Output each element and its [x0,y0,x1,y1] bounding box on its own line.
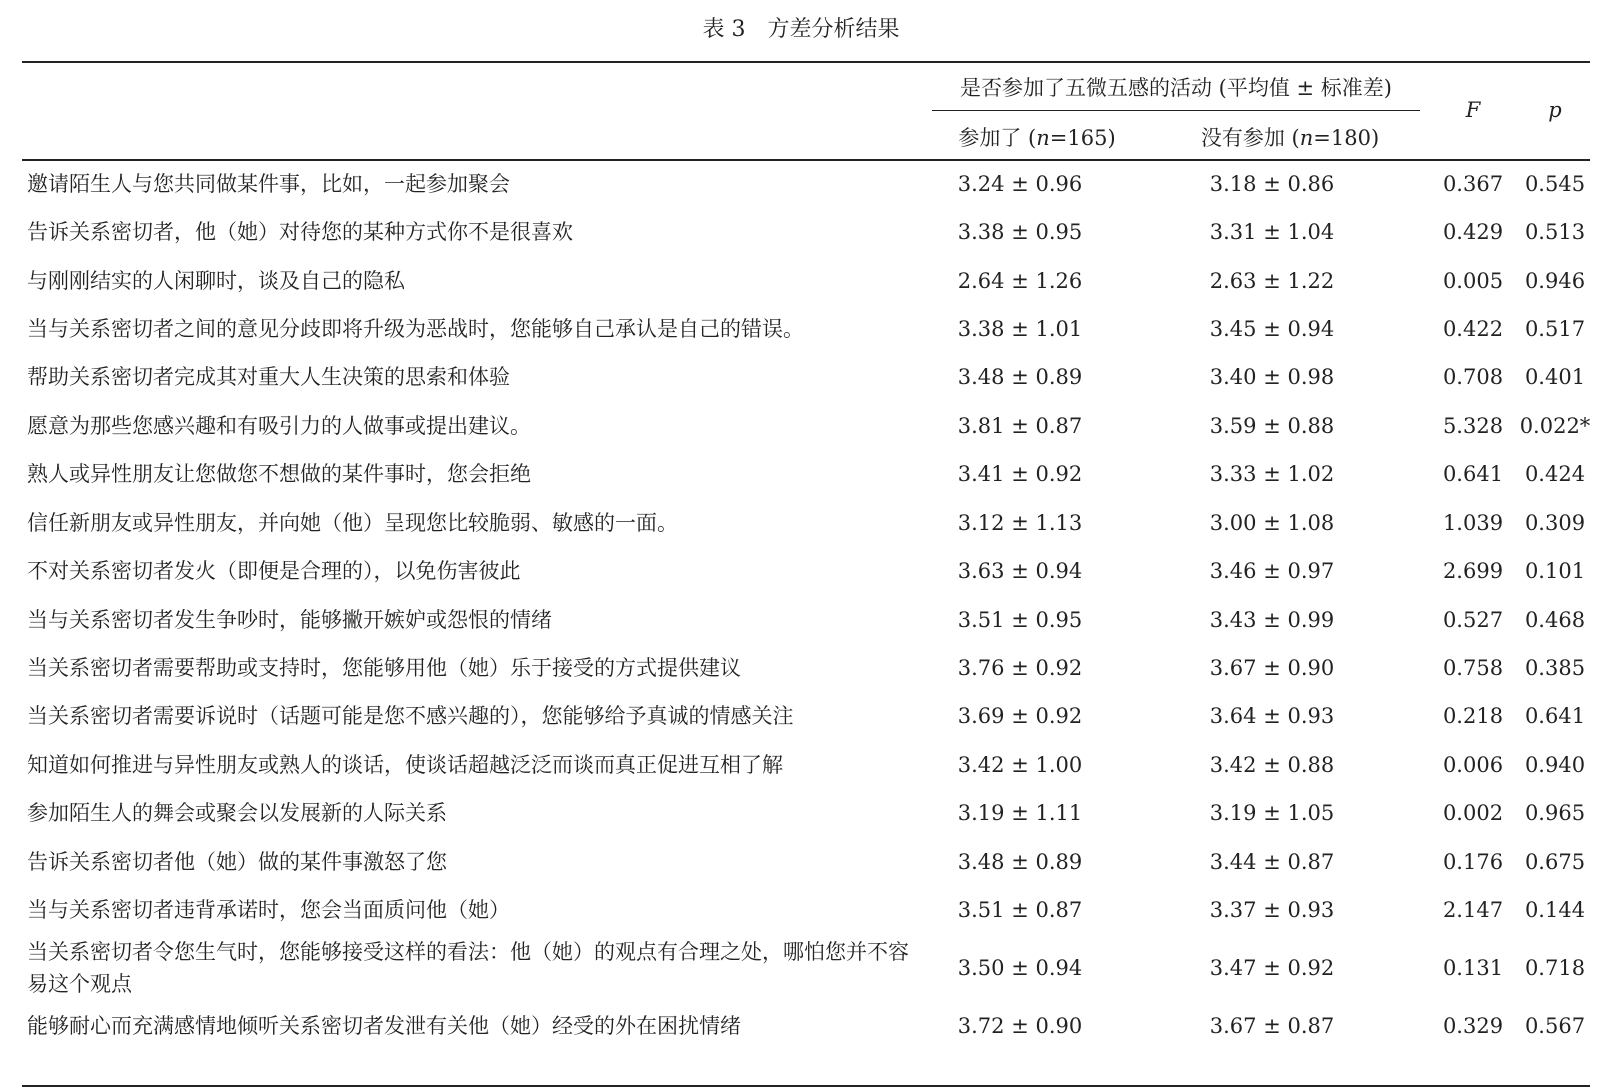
row-not-participated-value: 3.37 ± 0.93 [1209,898,1335,922]
row-item-text: 邀请陌生人与您共同做某件事，比如，一起参加聚会 [27,171,510,196]
table-row [0,934,1602,1002]
row-f-value: 5.328 [1442,413,1504,438]
row-not-participated-value: 3.33 ± 1.02 [1209,462,1335,486]
row-f-value: 0.641 [1442,462,1504,486]
row-p-value: 0.424 [1524,462,1586,486]
row-f-value: 0.005 [1442,268,1504,293]
table-row [0,450,1602,498]
table-caption [0,12,1602,43]
row-item-text: 能够耐心而充满感情地倾听关系密切者发泄有关他（她）经受的外在困扰情绪 [27,1014,741,1038]
row-item-text: 愿意为那些您感兴趣和有吸引力的人做事或提出建议。 [27,413,531,438]
row-item-text: 告诉关系密切者，他（她）对待您的某种方式你不是很喜欢 [27,219,573,244]
row-f-value: 0.131 [1442,956,1504,980]
row-participated-value: 3.38 ± 1.01 [957,317,1083,341]
row-participated-value: 3.76 ± 0.92 [957,656,1083,680]
row-participated-value: 3.38 ± 0.95 [957,219,1083,244]
row-not-participated-value: 3.00 ± 1.08 [1209,510,1335,535]
row-participated-value: 3.24 ± 0.96 [957,171,1083,196]
row-f-value: 0.422 [1442,317,1504,341]
table-row [0,305,1602,353]
row-p-value: 0.567 [1524,1014,1586,1038]
row-participated-value: 3.72 ± 0.90 [957,1014,1083,1038]
row-f-value: 0.176 [1442,849,1504,874]
row-item-text: 告诉关系密切者他（她）做的某件事激怒了您 [27,849,447,874]
row-f-value: 0.002 [1442,801,1504,825]
table-row [0,886,1602,934]
row-p-value: 0.101 [1524,559,1586,583]
col-header-not-participated-n: n [1299,126,1314,150]
table-row [0,740,1602,789]
row-not-participated-value: 3.64 ± 0.93 [1209,704,1335,728]
row-item-text: 当与关系密切者违背承诺时，您会当面质问他（她） [27,898,510,922]
row-not-participated-value: 3.19 ± 1.05 [1209,801,1335,825]
row-not-participated-value: 3.67 ± 0.87 [1209,1014,1335,1038]
row-p-value: 0.675 [1524,849,1586,874]
table-row [0,256,1602,305]
table-row [0,160,1602,207]
table-row [0,837,1602,886]
row-not-participated-value: 3.47 ± 0.92 [1209,956,1335,980]
table-row [0,789,1602,837]
row-item-text: 信任新朋友或异性朋友，并向她（他）呈现您比较脆弱、敏感的一面。 [27,510,678,535]
row-f-value: 0.006 [1442,752,1504,777]
top-rule [22,61,1590,63]
row-participated-value: 3.51 ± 0.95 [957,607,1083,632]
row-not-participated-value: 3.42 ± 0.88 [1209,752,1335,777]
row-item-text: 参加陌生人的舞会或聚会以发展新的人际关系 [27,801,447,825]
row-f-value: 1.039 [1442,510,1504,535]
col-header-participated-prefix: 参加了 ( [958,126,1037,150]
row-p-value: 0.965 [1524,801,1586,825]
row-participated-value: 3.41 ± 0.92 [957,462,1083,486]
group-header: 是否参加了五微五感的活动 (平均值 ± 标准差) [959,76,1392,100]
row-item-text: 当关系密切者需要帮助或支持时，您能够用他（她）乐于接受的方式提供建议 [27,656,741,680]
row-not-participated-value: 3.59 ± 0.88 [1209,413,1335,438]
row-f-value: 0.429 [1442,219,1504,244]
table-row [0,595,1602,644]
row-item-text: 当关系密切者令您生气时，您能够接受这样的看法：他（她）的观点有合理之处，哪怕您并不容易这个观点 [27,940,909,996]
row-not-participated-value: 3.31 ± 1.04 [1209,219,1335,244]
table-row [0,1002,1602,1050]
col-header-participated-n: n [1036,126,1050,150]
table-row [0,353,1602,401]
row-not-participated-value: 3.45 ± 0.94 [1209,317,1335,341]
row-participated-value: 3.48 ± 0.89 [957,365,1083,389]
row-item-text: 不对关系密切者发火（即便是合理的），以免伤害彼此 [27,559,521,583]
row-f-value: 0.527 [1442,607,1504,632]
row-f-value: 0.708 [1442,365,1504,389]
row-not-participated-value: 2.63 ± 1.22 [1209,268,1335,293]
col-header-f: F [1465,98,1481,122]
col-header-participated [932,122,1142,152]
col-header-p: p [1548,98,1562,122]
row-p-value: 0.022* [1519,413,1591,438]
table-row [0,401,1602,450]
table-number: 表 3 [702,17,746,42]
row-participated-value: 3.48 ± 0.89 [957,849,1083,874]
row-p-value: 0.385 [1524,656,1586,680]
row-f-value: 0.758 [1442,656,1504,680]
row-not-participated-value: 3.67 ± 0.90 [1209,656,1335,680]
row-not-participated-value: 3.18 ± 0.86 [1209,171,1335,196]
row-participated-value: 3.19 ± 1.11 [957,801,1083,825]
row-item-text: 当与关系密切者发生争吵时，能够撇开嫉妒或怨恨的情绪 [27,607,552,632]
row-f-value: 2.699 [1442,559,1504,583]
row-not-participated-value: 3.46 ± 0.97 [1209,559,1335,583]
row-participated-value: 3.63 ± 0.94 [957,559,1083,583]
row-p-value: 0.513 [1524,219,1586,244]
row-participated-value: 3.69 ± 0.92 [957,704,1083,728]
col-header-not-participated-suffix: =180) [1313,126,1380,150]
row-item-text: 当与关系密切者之间的意见分歧即将升级为恶战时，您能够自己承认是自己的错误。 [27,317,804,341]
row-participated-value: 3.42 ± 1.00 [957,752,1083,777]
group-header-rule [932,110,1420,111]
row-f-value: 0.329 [1442,1014,1504,1038]
bottom-rule [22,1085,1590,1087]
row-participated-value: 3.51 ± 0.87 [957,898,1083,922]
row-p-value: 0.641 [1524,704,1586,728]
row-p-value: 0.309 [1524,510,1586,535]
row-not-participated-value: 3.40 ± 0.98 [1209,365,1335,389]
row-f-value: 2.147 [1442,898,1504,922]
row-p-value: 0.468 [1524,607,1586,632]
table-row [0,692,1602,740]
row-f-value: 0.367 [1442,171,1504,196]
row-p-value: 0.401 [1524,365,1586,389]
row-participated-value: 3.12 ± 1.13 [957,510,1083,535]
row-p-value: 0.718 [1524,956,1586,980]
col-header-not-participated [1160,122,1420,152]
row-item-text: 帮助关系密切者完成其对重大人生决策的思索和体验 [27,365,510,389]
row-p-value: 0.940 [1524,752,1586,777]
col-header-participated-suffix: =165) [1049,126,1116,150]
row-not-participated-value: 3.44 ± 0.87 [1209,849,1335,874]
row-p-value: 0.946 [1524,268,1586,293]
table-row [0,644,1602,692]
row-f-value: 0.218 [1442,704,1504,728]
row-participated-value: 3.50 ± 0.94 [957,956,1083,980]
row-participated-value: 3.81 ± 0.87 [957,413,1083,438]
row-p-value: 0.545 [1524,171,1586,196]
row-item-text: 与刚刚结实的人闲聊时，谈及自己的隐私 [27,268,405,293]
row-p-value: 0.144 [1524,898,1586,922]
row-item-text: 知道如何推进与异性朋友或熟人的谈话，使谈话超越泛泛而谈而真正促进互相了解 [27,752,783,777]
table-title: 方差分析结果 [767,17,900,42]
table-row [0,498,1602,547]
row-item-text: 当关系密切者需要诉说时（话题可能是您不感兴趣的），您能够给予真诚的情感关注 [27,704,794,728]
table-row [0,547,1602,595]
row-participated-value: 2.64 ± 1.26 [957,268,1083,293]
row-item-text: 熟人或异性朋友让您做您不想做的某件事时，您会拒绝 [27,462,531,486]
row-p-value: 0.517 [1524,317,1586,341]
table-row [0,207,1602,256]
row-not-participated-value: 3.43 ± 0.99 [1209,607,1335,632]
col-header-not-participated-prefix: 没有参加 ( [1200,126,1300,150]
